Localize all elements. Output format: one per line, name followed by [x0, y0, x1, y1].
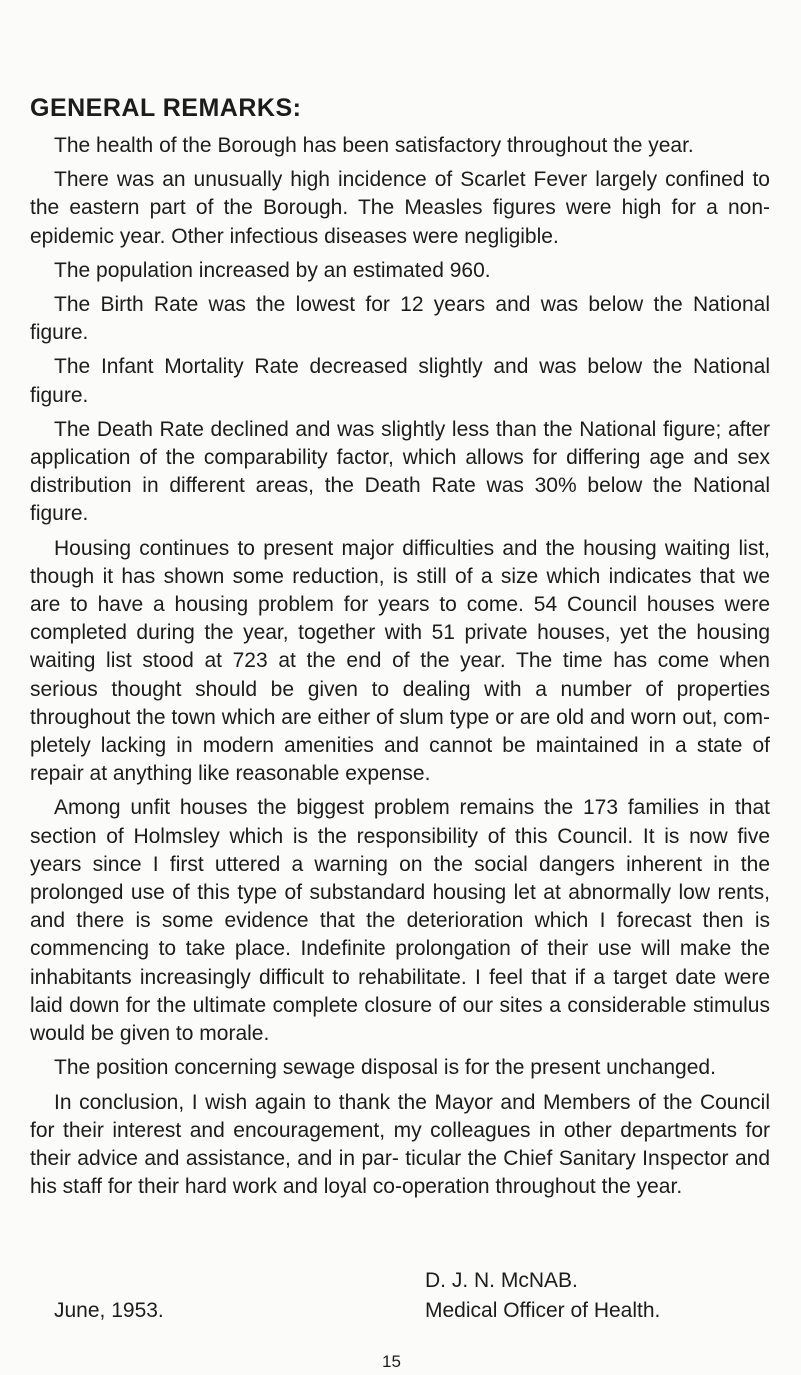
paragraph: The position concerning sewage disposal is for the present unchanged. [54, 1056, 716, 1080]
paragraph: The Birth Rate was the lowest for 12 years and was below the National figure. [30, 293, 770, 345]
paragraph: The Infant Mortality Rate decreased slightly and was below the National figure. [30, 355, 770, 407]
body-text [30, 132, 770, 1207]
signature-date: June, 1953. [54, 1299, 164, 1322]
paragraph: Among unfit houses the biggest problem remains the 173 families in that section of Holmsley which is the responsibility of this Council. It is now five years since I first uttered a warning on the social dangers inherent in the prolonged use of this type of substandard housing let at abnormally low rents, and there is some evidence that the deterioration which I forecast then is commencing to take place. Indefinite prolongation of their use will make the inhabitants increasingly difficult to rehabilitate. I feel that if a target date were laid down for the ultimate complete closure of our sites a considerable stimulus would be given to morale. [30, 796, 770, 1046]
signature-title: Medical Officer of Health. [425, 1299, 661, 1322]
paragraph: The population increased by an estimated 960. [54, 258, 491, 282]
paragraph: The Death Rate declined and was slightly less than the National figure; after application of the comparability factor, which allows for differing age and sex distribution in different areas, the Death Rate was 30% below the National figure. [30, 417, 770, 526]
paragraph: In conclusion, I wish again to thank the Mayor and Members of the Council for their interest and encouragement, my colleagues in other departments for their advice and assistance, and in par- ticular the Chief Sanitary Inspector and his staff for their hard work and loyal co-operation throughout the year. [30, 1090, 770, 1199]
paragraph: Housing continues to present major difficulties and the housing waiting list, though it has shown some reduction, is still of a size which indicates that we are to have a housing problem for years to come. 54 Council houses were completed during the year, together with 51 private houses, yet the housing waiting list stood at 723 at the end of the year. The time has come when serious thought should be given to dealing with a number of properties throughout the town which are either of slum type or are old and worn out, com- pletely lacking in modern amenities and cannot be maintained in a state of repair at anything like reasonable expense. [30, 536, 770, 786]
signature-name: D. J. N. McNAB. [425, 1269, 578, 1292]
paragraph: There was an unusually high incidence of Scarlet Fever largely confined to the eastern part of the Borough. The Measles figures were high for a non-epidemic year. Other infectious diseases were negligible. [30, 168, 770, 248]
section-heading: GENERAL REMARKS: [30, 94, 302, 122]
paragraph: The health of the Borough has been satisfactory throughout the year. [54, 134, 694, 157]
page-number: 15 [382, 1352, 401, 1371]
